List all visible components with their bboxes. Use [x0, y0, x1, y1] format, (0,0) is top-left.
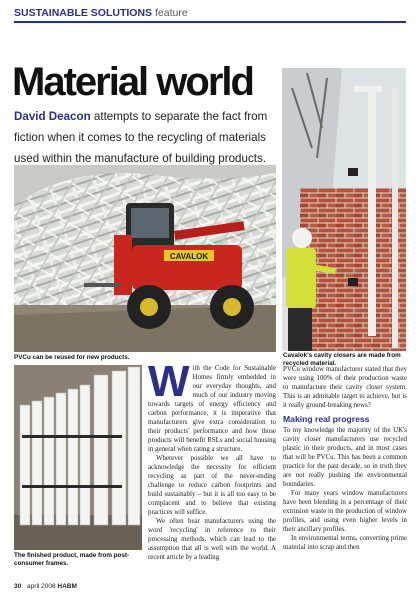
photo-caption: PVCu can be reused for new products. — [14, 354, 130, 361]
photo-caption: The finished product, made from post-consumer frames. — [14, 552, 130, 567]
headline: Material world — [12, 60, 253, 104]
section-label: feature — [154, 7, 188, 19]
article-paragraph: We often hear manufacturers using the word 'recycling' in reference to their processing methods, which can lead to the assumption that all is well with the world. A recent article by a leading — [148, 518, 276, 561]
article-paragraph: Wherever possible we all have to acknowledge the necessity for efficient recycling as part of the never-ending challenge to reduce carbon footprints and build sustainably – but it is all too easy to be complacent and to believe that existing practices will suffice. — [148, 455, 276, 516]
page-number: 30 — [14, 583, 22, 590]
article-paragraph: In environmental terms, converting prime material into scrap and then — [283, 535, 407, 551]
article-column-middle — [148, 357, 276, 562]
article-paragraph: For many years window manufacturers have been blending in a percentage of their extrusion waste in the production of window profiles, and using even higher levels in their ancillary profiles. — [283, 490, 407, 533]
page-footer — [14, 583, 77, 590]
standfirst-text: attempts to separate the fact from fiction when it comes to the recycling of materials used within the manufacture of building products. — [14, 110, 268, 165]
article-paragraph: To my knowledge the majority of the UK's cavity closer manufacturers use recycled plastic in their products, and in most cases that will be PVCu. This has been a common practice for the past decade, so in truth they are not really pushing the environmental boundaries. — [283, 427, 407, 488]
photo-caption: Cavalok's cavity closers are made from recycled material. — [283, 352, 401, 367]
section-header — [14, 7, 188, 19]
vehicle-label: CAVALOK — [169, 252, 209, 261]
issue-date: april 2008 — [27, 583, 56, 590]
cavity-illustration — [282, 68, 406, 351]
standfirst — [14, 106, 276, 169]
article-subhead: Making real progress — [283, 414, 370, 424]
header-rule — [14, 21, 406, 23]
photo-finished-frames — [14, 365, 142, 550]
author-byline: David Deacon — [14, 110, 91, 123]
telehandler-illustration — [14, 165, 276, 352]
photo-cavity-closer-install — [282, 68, 406, 351]
article-column-right — [283, 365, 407, 552]
article-paragraph: ith the Code for Sustainable Homes firmly embedded in our everyday thoughts, and much of our industry moving towards targets of energy efficiency and carbon performance, it is imperative that manufacturers give extra consideration to their products' performance and how those products will benefit RSLs and social housing in general when rating a structure. — [148, 365, 276, 453]
drop-cap: W — [148, 357, 190, 406]
section-name: SUSTAINABLE SOLUTIONS — [14, 7, 153, 19]
article-paragraph: PVCu window manufacturer stated that they were using 100% of their production waste to manufacture their cavity closer system. This is an admitable target to achieve, but is it really ground-breaking news? — [283, 366, 407, 409]
frames-illustration — [14, 365, 142, 550]
magazine-name: HABM — [57, 583, 77, 590]
photo-telehandler-pvcu-pile — [14, 165, 276, 352]
